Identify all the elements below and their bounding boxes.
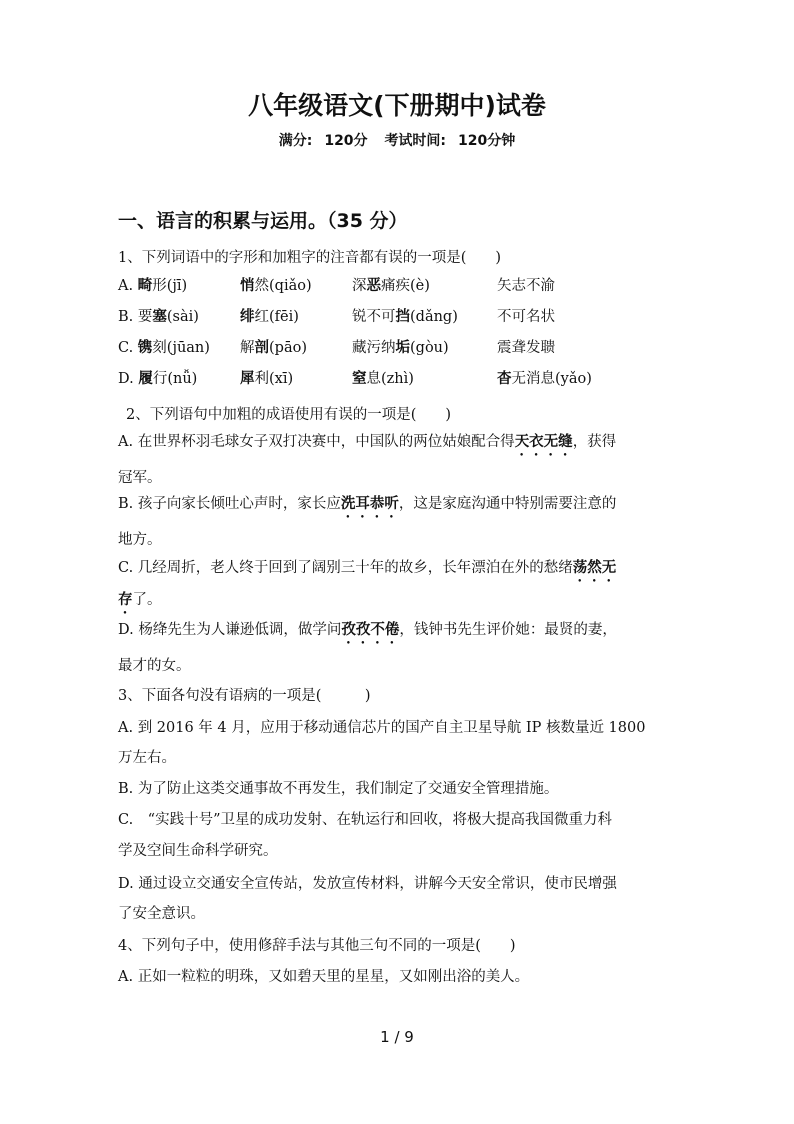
q2-option-c-line2: 存了。 [118, 591, 162, 608]
q1-option-b-col2: 绯红(fēi) [240, 308, 299, 325]
q2-option-b-line2: 地方。 [118, 532, 162, 548]
score-value: 120分 [324, 133, 368, 149]
q1-option-b-col1: B. 要塞(sài) [118, 308, 199, 325]
q1-option-d-col2: 犀利(xī) [240, 370, 294, 387]
q1-option-c-col4: 震聋发聩 [497, 340, 555, 356]
q2-idiom-a: 天衣无缝 [514, 433, 573, 450]
q3-option-d-line2: 了安全意识。 [118, 906, 205, 922]
exam-subtitle [0, 130, 794, 150]
q2-option-a-line1: A. 在世界杯羽毛球女子双打决赛中，中国队的两位姑娘配合得天衣无缝，获得 [118, 433, 617, 450]
question-1-stem: 1、下列词语中的字形和加粗字的注音都有误的一项是( ) [118, 250, 502, 266]
q1-option-d-col1: D. 履行(nǚ) [118, 370, 198, 387]
q2-option-c-line1: C. 几经周折，老人终于回到了阔别三十年的故乡，长年漂泊在外的愁绪荡然无 [118, 559, 617, 576]
q2-idiom-d: 孜孜不倦 [341, 621, 400, 638]
q3-option-a-line2: 万左右。 [118, 750, 176, 766]
q2-idiom-c: 荡然无 [572, 559, 617, 576]
q1-option-b-col4: 不可名状 [497, 309, 555, 325]
q2-idiom-b: 洗耳恭听 [340, 495, 399, 512]
q3-option-d-line1: D. 通过设立交通安全宣传站，发放宣传材料，讲解今天安全常识，使市民增强 [118, 876, 617, 892]
question-3-stem: 3、下面各句没有语病的一项是( ) [118, 688, 371, 704]
q1-option-b-col3: 锐不可挡(dǎng) [352, 308, 458, 325]
question-4-stem: 4、下列句子中，使用修辞手法与其他三句不同的一项是( ) [118, 938, 516, 954]
q2-option-d-line1: D. 杨绛先生为人谦逊低调，做学问孜孜不倦，钱钟书先生评价她：最贤的妻， [118, 621, 617, 638]
q1-option-c-col1: C. 镌刻(jūan) [118, 339, 210, 356]
section-heading: 一、语言的积累与运用。（35 分） [118, 210, 408, 232]
time-label: 考试时间: [384, 133, 447, 149]
score-label: 满分: [278, 133, 313, 149]
q1-option-c-col3: 藏污纳垢(gòu) [352, 339, 449, 356]
q1-option-d-col3: 窒息(zhì) [352, 370, 414, 387]
q1-option-a-col2: 悄然(qiǎo) [240, 277, 312, 294]
exam-title: 八年级语文(下册期中)试卷 [248, 91, 546, 120]
q2-option-d-line2: 最才的女。 [118, 658, 191, 674]
q1-option-c-col2: 解剖(pāo) [240, 339, 307, 356]
q1-option-a-col3: 深恶痛疾(è) [352, 277, 430, 294]
q3-option-c-line1: C. “实践十号”卫星的成功发射、在轨运行和回收，将极大提高我国微重力科 [118, 812, 613, 828]
q1-option-a-col1: A. 畸形(jī) [118, 277, 188, 294]
q3-option-a-line1: A. 到 2016 年 4 月，应用于移动通信芯片的国产自主卫星导航 IP 核数量近 1800 [118, 720, 646, 736]
question-2-stem: 2、下列语句中加粗的成语使用有误的一项是( ) [126, 407, 452, 423]
q2-option-b-line1: B. 孩子向家长倾吐心声时，家长应洗耳恭听，这是家庭沟通中特别需要注意的 [118, 495, 617, 512]
page-number: 1 / 9 [380, 1028, 414, 1046]
time-value: 120分钟 [458, 133, 516, 149]
q3-option-b-line1: B. 为了防止这类交通事故不再发生，我们制定了交通安全管理措施。 [118, 781, 559, 797]
q1-option-d-col4: 杳无消息(yǎo) [497, 370, 592, 387]
q4-option-a-line1: A. 正如一粒粒的明珠，又如碧天里的星星，又如刚出浴的美人。 [118, 969, 530, 985]
q3-option-c-line2: 学及空间生命科学研究。 [118, 843, 278, 859]
q1-option-a-col4: 矢志不渝 [497, 278, 555, 294]
q2-option-a-line2: 冠军。 [118, 470, 162, 486]
